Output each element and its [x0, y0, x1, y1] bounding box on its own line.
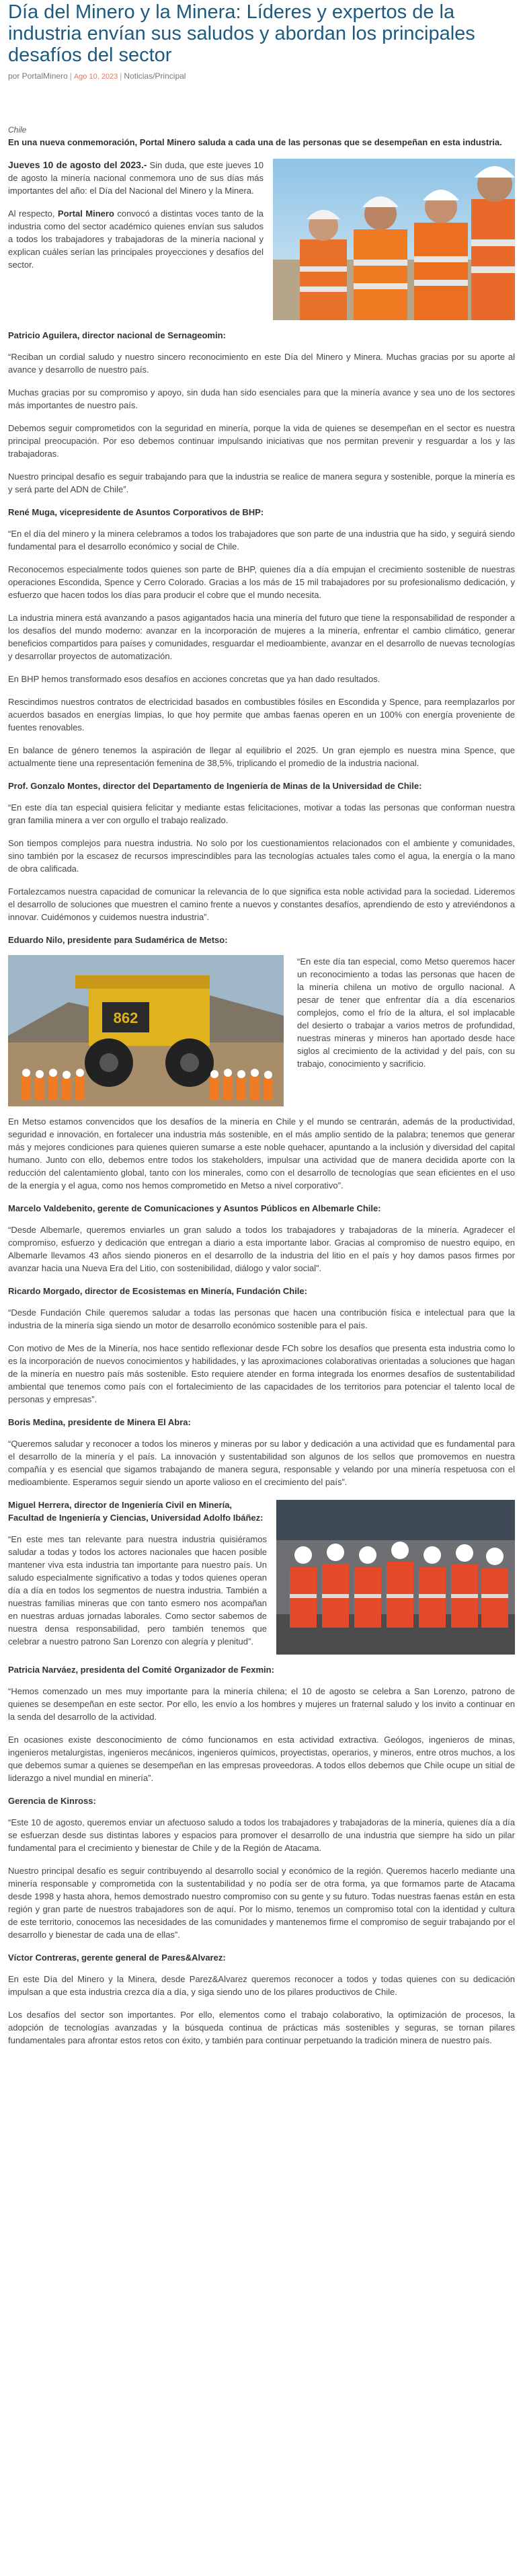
body-paragraph: “Desde Albemarle, queremos enviarles un gran saludo a todos los trabajadores y trabajadoras de la minería. Agradecer el compromiso, esfuerzo y dedicación que entregan a diario a esta importante labor. Gracias al compromiso de nuestro equipo, en Albemarle llevamos 43 años siendo pioneros en el desarrollo de la industria del litio en el país y hoy damos pasos firmes por avanzar hacia una Nueva Era del Litio, con sostenibilidad, diálogo y valor social”.	[8, 1225, 515, 1273]
body-paragraph: Rescindimos nuestros contratos de electricidad basados en combustibles fósiles en Escondida y Spence, para reemplazarlos por acuerdos basados en energías limpias, lo que hoy permite que ambas faenas operen en un 100% con energía proveniente de fuentes renovables.	[8, 697, 515, 732]
metso-quote: “En este día tan especial, como Metso queremos hacer un reconocimiento a todas las personas que hacen de la minería chilena un motivo de orgullo nacional. A pesar de tener que enfrentar día a día escenarios complejos, como el frío de la altura, el sol implacable del desierto o trabajar a varios metros de profundidad, nuestras mineras y mineros han aportado desde hace siglos al crecimiento de la actividad y del país, con su trabajo, conocimiento y sacrificio.	[297, 956, 515, 1069]
section-header-pares-alvarez: Víctor Contreras, gerente general de Pares&Alvarez:	[8, 1953, 226, 1963]
body-paragraph: “Reciban un cordial saludo y nuestro sincero reconocimiento en este Día del Minero y Minera. Muchas gracias por su aporte al avance y desarrollo de nuestro país.	[8, 352, 515, 375]
section-header-bhp: René Muga, vicepresidente de Asuntos Corporativos de BHP:	[8, 507, 264, 517]
article-meta: por PortalMinero | Ago 10, 2023 | Noticias/Principal	[8, 71, 186, 81]
lead-paragraph: En una nueva conmemoración, Portal Minero saluda a cada una de las personas que se desempeñan en esta industria.	[8, 137, 502, 147]
body-paragraph: Nuestro principal desafío es seguir trabajando para que la industria se realice de manera segura y sostenible, porque la minería es y será parte del ADN de Chile”.	[8, 471, 515, 494]
miners-photo	[273, 159, 515, 322]
section-header-uai: Miguel Herrera, director de Ingeniería Civil en Minería, Facultad de Ingeniería y Ciencias, Universidad Adolfo Ibáñez:	[8, 1500, 264, 1523]
body-paragraph: Debemos seguir comprometidos con la seguridad en minería, porque la vida de quienes se desempeñan en el sector es nuestra principal preocupación. Por eso debemos continuar impulsando iniciativas que nos permitan prevenir y resguardar a los y las trabajadoras.	[8, 423, 515, 459]
body-paragraph: “Este 10 de agosto, queremos enviar un afectuoso saludo a todos los trabajadores y trabajadoras de la minería, quienes día a día se esfuerzan desde sus distintas labores y espacios para promover el desarrollo de una industria que siempre ha sido un pilar fundamental para el crecimiento y bienestar de Chile y de la Región de Atacama.	[8, 1817, 515, 1853]
truck-number: 862	[113, 1010, 138, 1026]
section-header-fundacion-chile: Ricardo Morgado, director de Ecosistemas en Minería, Fundación Chile:	[8, 1286, 307, 1296]
body-paragraph: En BHP hemos transformado esos desafíos en acciones concretas que ya han dado resultados.	[8, 674, 380, 684]
body-paragraph: Son tiempos complejos para nuestra industria. No solo por los cuestionamientos relacionados con el ambiente y comunidades, sino también por la escasez de recursos imprescindibles para las tecnologías actuales tales como el agua, la energía o la mano de obra calificada.	[8, 838, 515, 874]
body-paragraph: Reconocemos especialmente todos quienes son parte de BHP, quienes día a día empujan el crecimiento sostenible de nuestras operaciones Escondida, Spence y Cerro Colorado. Gracias a los más de 15 mil trabajadores por su profesionalismo dedicación, y esfuerzo que hacen todos los días para producir el cobre que el mundo necesita.	[8, 564, 515, 600]
mining-truck-image	[8, 955, 284, 1106]
workers-group-image	[276, 1500, 515, 1655]
body-paragraph: “En este mes tan relevante para nuestra industria quisiéramos saludar a todas y todos los actores nacionales que hacen posible mantener viva esta industria tan importante para nuestro país. Un saludo especialmente significativo a todas y todos quienes operan día a día en todos los segmentos de nuestra industria. También a nuestras familias mineras que con tanto esmero nos acompañan en nuestras arduas jornadas laborales. Como sector sabemos de nuestra densa responsabilidad, pero también tenemos que celebrar a nuestro patrono San Lorenzo con alegría y plenitud”.	[8, 1534, 267, 1646]
body-paragraph: “En el día del minero y la minera celebramos a todos los trabajadores que son parte de una industria que ha sido, y seguirá siendo fundamental para el desarrollo económico y social de Chile.	[8, 529, 515, 552]
intro-paragraph-2: Al respecto, Portal Minero convocó a distintas voces tanto de la industria como del sector académico quienes envían sus saludos a todos los trabajadores y trabajadoras de la minería nacional y explican cuáles serían las principales proyecciones y desafíos del sector.	[8, 209, 264, 270]
body-paragraph: En Metso estamos convencidos que los desafíos de la minería en Chile y el mundo se centrarán, además de la productividad, seguridad e innovación, en fortalecer una industria más sostenible, en el más amplio sentido de la palabra; tenemos que generar más y mejores condiciones para quienes quieren sumarse a este noble quehacer, apuntando a la inclusión y diversidad del capital humano. Junto con ello, debemos entre todos los stakeholders, impulsar una actividad que de manera decidida aporte con la reducción del calentamiento global, tanto con los minerales, como con el desarrollo de tecnologías que sean eficientes en el uso de la energía y el agua, como nos hemos comprometido en Metso a nivel corporativo”.	[8, 1116, 515, 1190]
miners-group-image	[273, 159, 515, 320]
body-paragraph: Con motivo de Mes de la Minería, nos hace sentido reflexionar desde FCh sobre los desafíos que presenta esta industria como lo es la incorporación de nuevos conocimientos y habilidades, y las aproximaciones colaborativas orientadas a soluciones que hagan de la minería en nuestro país más sostenible. Esto requiere atender en forma integrada los enormes desafíos de sustentabilidad ambiental que tenemos como país con el fortalecimiento de las capacidades de los territorios para potenciar el talento local de personas y empresas”.	[8, 1343, 515, 1404]
uai-group-photo	[276, 1500, 515, 1657]
body-paragraph: “Desde Fundación Chile queremos saludar a todas las personas que hacen una contribución física e intelectual para que la industria de la minería siga siendo un motor de desarrollo económico sostenible para el país.	[8, 1308, 515, 1330]
intro-date: Jueves 10 de agosto del 2023.-	[8, 159, 147, 170]
body-paragraph: Nuestro principal desafío es seguir contribuyendo al desarrollo social y económico de la región. Queremos hacerlo mediante una minería responsable y comprometida con la sustentabilidad y no podía ser de otra forma, ya que formamos parte de Atacama desde 1998 y hasta ahora, hemos demostrado nuestro compromiso con su gente y su futuro. Todas nuestras faenas están en esta región y gran parte de nuestros trabajadores son de aquí. Por lo mismo, tenemos un compromiso total con la identidad y cultura de este territorio, conocemos las necesidades de las comunidades y mantenemos firme el compromiso de seguir trabajando por el desarrollo y bienestar de cada una de ellas”.	[8, 1866, 515, 1940]
article-title: Día del Minero y la Minera: Líderes y expertos de la industria envían sus saludos y abordan los principales desafíos del sector	[8, 1, 475, 66]
category-link[interactable]: Noticias/Principal	[124, 71, 186, 81]
section-header-kinross: Gerencia de Kinross:	[8, 1796, 96, 1806]
body-paragraph: La industria minera está avanzando a pasos agigantados hacia una minería del futuro que tiene la responsabilidad de responder a los desafíos del mundo moderno: avanzar en la incorporación de mujeres a la minería, enfrentar el cambio climático, generar beneficios compartidos para países y comunidades, resguardar el medioambiente, avanzar en el desarrollo de nuevas tecnologías y desarrollar proyectos de automatización.	[8, 613, 515, 661]
section-header-metso: Eduardo Nilo, presidente para Sudamérica de Metso:	[8, 935, 228, 945]
category-label: Chile	[8, 125, 27, 135]
body-paragraph: En ocasiones existe desconocimiento de cómo funcionamos en esta actividad extractiva. Geólogos, ingenieros de minas, ingenieros metalurgistas, ingenieros mecánicos, ingenieros químicos, proyectistas, operarios, y mineros, entre otros muchos, a los que debemos sumar a quienes se desempeñan en las empresas proveedoras. A todos ellos debemos que Chile ocupe un sitial de liderazgo a nivel mundial en minería”.	[8, 1735, 515, 1783]
body-paragraph: Fortalezcamos nuestra capacidad de comunicar la relevancia de lo que significa esta noble actividad para la sociedad. Lideremos el desarrollo de soluciones que muestren el camino frente a nuevos y constantes desafíos, aprendiendo de esto y atreviéndonos a innovar. Cuidémonos y cuidemos nuestra industria”.	[8, 886, 515, 922]
body-paragraph: En este Día del Minero y la Minera, desde Parez&Alvarez queremos reconocer a todos y todas quienes con su dedicación impulsan a que esta industria crezca día a día, y siga siendo uno de los pilares productivos de Chile.	[8, 1974, 515, 1997]
metso-truck-photo	[8, 955, 284, 1108]
body-paragraph: “Hemos comenzado un mes muy importante para la minería chilena; el 10 de agosto se celebra a San Lorenzo, patrono de quienes se desempeñan en este sector. Por ello, les envío a los hombres y mujeres un fraternal saludo y los invito a continuar en la senda del desarrollo de la actividad.	[8, 1686, 515, 1722]
section-header-el-abra: Boris Medina, presidente de Minera El Abra:	[8, 1417, 191, 1427]
body-paragraph: “Queremos saludar y reconocer a todos los mineros y mineras por su labor y dedicación a una actividad que es fundamental para el desarrollo de la minería y el país. La innovación y sustentabilidad son algunos de los sellos que promovemos en nuestra compañía y es esencial que sigamos trabajando de manera segura, responsable y velando por una minería respetuosa con el medioambiente. Esperamos seguir siendo un aporte valioso en el crecimiento del país”.	[8, 1439, 515, 1487]
brand-name: Portal Minero	[57, 209, 114, 219]
intro-paragraph: Jueves 10 de agosto del 2023.- Sin duda, que este jueves 10 de agosto la minería nacional conmemora uno de sus días más importantes del año: el Día del Nacional del Minero y la Minera.	[8, 159, 264, 196]
author-link[interactable]: por PortalMinero	[8, 71, 68, 81]
body-paragraph: “En este día tan especial quisiera felicitar y mediante estas felicitaciones, motivar a todas las personas que conforman nuestra gran familia minera a ver con orgullo el trabajo realizado.	[8, 802, 515, 825]
publish-date: Ago 10, 2023	[73, 73, 118, 81]
body-paragraph: Los desafíos del sector son importantes. Por ello, elementos como el trabajo colaborativo, la optimización de procesos, la adopción de tecnologías avanzadas y la búsqueda continua de prácticas más sostenibles y seguras, se tornan pilares fundamentales para afrontar estos retos con éxito, y también para continuar perpetuando la tradición minera de nuestro país.	[8, 2010, 515, 2045]
section-header-albemarle: Marcelo Valdebenito, gerente de Comunicaciones y Asuntos Públicos en Albemarle Chile:	[8, 1203, 381, 1213]
body-paragraph: En balance de género tenemos la aspiración de llegar al equilibrio el 2025. Un gran ejemplo es nuestra mina Spence, que actualmente tiene una representación femenina de 38,5%, triplicando el promedio de la industria nacional.	[8, 745, 515, 768]
section-header-fexmin: Patricia Narváez, presidenta del Comité Organizador de Fexmin:	[8, 1665, 274, 1675]
section-header-uchile: Prof. Gonzalo Montes, director del Departamento de Ingeniería de Minas de la Universidad de Chile:	[8, 781, 422, 791]
section-header-sernageomin: Patricio Aguilera, director nacional de Sernageomin:	[8, 330, 226, 340]
body-paragraph: Muchas gracias por su compromiso y apoyo, sin duda han sido esenciales para que la minería avance y sea uno de los sectores más importantes de nuestro país.	[8, 387, 515, 410]
